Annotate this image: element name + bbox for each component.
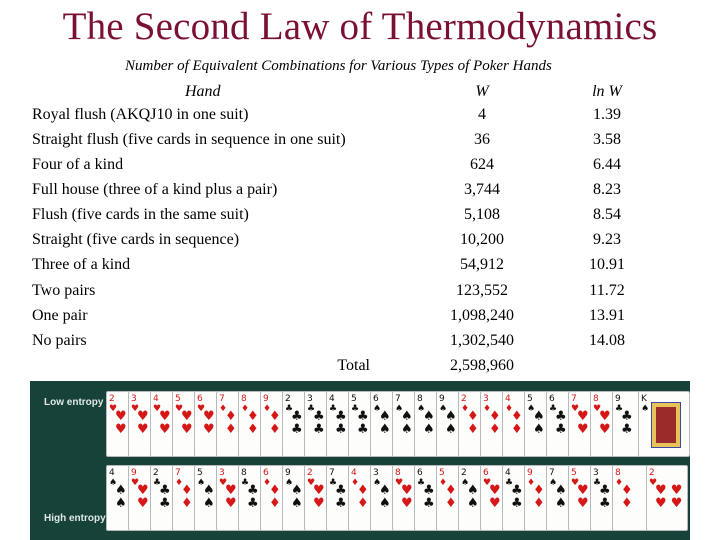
hand-w: 624 <box>470 156 494 173</box>
hand-name: Three of a kind <box>32 256 131 273</box>
playing-card: 8 ♠ ♠ ♠ <box>414 391 456 457</box>
playing-card: 9 ♥ ♥ ♥ <box>128 465 170 531</box>
table-row <box>32 231 692 256</box>
hand-name: One pair <box>32 307 88 324</box>
playing-card: 5 ♠ ♠ ♠ <box>194 465 236 531</box>
table-row <box>32 256 692 281</box>
table-caption: Number of Equivalent Combinations for Various Types of Poker Hands <box>125 58 552 74</box>
low-entropy-label: Low entropy <box>44 397 104 408</box>
header-hand: Hand <box>185 83 221 100</box>
table-row <box>32 307 692 332</box>
hand-w: 36 <box>474 131 490 148</box>
hand-w: 1,302,540 <box>450 332 514 349</box>
playing-card: 6 ♣ ♣ ♣ <box>414 465 456 531</box>
hand-lnw: 13.91 <box>589 307 625 324</box>
hand-name: Straight flush (five cards in sequence in one suit) <box>32 131 346 148</box>
playing-card: 4 ♦ ♦ ♦ <box>502 391 544 457</box>
playing-card: 4 ♣ ♣ ♣ <box>502 465 544 531</box>
playing-card: 3 ♣ ♣ ♣ <box>590 465 632 531</box>
playing-card: 2 ♥ ♥ ♥ ♥ ♥ <box>646 465 688 531</box>
playing-card: 7 ♣ ♣ ♣ <box>326 465 368 531</box>
hand-w: 5,108 <box>464 206 500 223</box>
playing-card: 2 ♦ ♦ ♦ <box>458 391 500 457</box>
total-w: 2,598,960 <box>450 357 514 374</box>
table-row <box>32 206 692 231</box>
hand-name: Four of a kind <box>32 156 124 173</box>
playing-card: 2 ♠ ♠ ♠ <box>458 465 500 531</box>
high-entropy-cards <box>106 465 690 529</box>
playing-card: 7 ♥ ♥ ♥ <box>568 391 610 457</box>
header-lnw: ln W <box>592 83 622 100</box>
hand-lnw: 9.23 <box>593 231 621 248</box>
playing-card: 2 ♥ ♥ ♥ <box>106 391 148 457</box>
total-label: Total <box>337 357 370 374</box>
playing-card: 3 ♥ ♥ ♥ <box>128 391 170 457</box>
playing-card: 6 ♣ ♣ ♣ <box>546 391 588 457</box>
playing-card: 5 ♣ ♣ ♣ <box>348 391 390 457</box>
playing-card: 8 ♥ ♥ ♥ <box>392 465 434 531</box>
playing-card: 8 ♥ ♥ ♥ <box>590 391 632 457</box>
hand-w: 3,744 <box>464 181 500 198</box>
hand-lnw: 11.72 <box>589 282 625 299</box>
hand-w: 54,912 <box>460 256 504 273</box>
playing-card: 3 ♣ ♣ ♣ <box>304 391 346 457</box>
total-row <box>32 357 692 382</box>
playing-card: 4 ♥ ♥ ♥ <box>150 391 192 457</box>
hand-lnw: 8.54 <box>593 206 621 223</box>
playing-card: 6 ♠ ♠ ♠ <box>370 391 412 457</box>
playing-card: 9 ♠ ♠ ♠ <box>436 391 478 457</box>
playing-card: 7 ♦ ♦ ♦ <box>172 465 214 531</box>
playing-card: 6 ♥ ♥ ♥ <box>480 465 522 531</box>
table-row <box>32 156 692 181</box>
playing-card: 5 ♥ ♥ ♥ <box>568 465 610 531</box>
playing-card: 4 ♠ ♠ ♠ <box>106 465 148 531</box>
playing-card: 5 ♦ ♦ ♦ <box>436 465 478 531</box>
low-entropy-cards <box>106 391 690 455</box>
playing-cards-photo <box>30 381 690 540</box>
hand-name: Straight (five cards in sequence) <box>32 231 240 248</box>
playing-card: 5 ♠ ♠ ♠ <box>524 391 566 457</box>
playing-card: 4 ♣ ♣ ♣ <box>326 391 368 457</box>
hand-w: 1,098,240 <box>450 307 514 324</box>
hand-lnw: 3.58 <box>593 131 621 148</box>
playing-card: 3 ♥ ♥ ♥ <box>216 465 258 531</box>
playing-card: 9 ♦ ♦ ♦ <box>524 465 566 531</box>
playing-card: 9 ♦ ♦ ♦ <box>260 391 302 457</box>
playing-card: 9 ♠ ♠ ♠ <box>282 465 324 531</box>
table-row <box>32 106 692 131</box>
playing-card: 2 ♣ ♣ ♣ <box>150 465 192 531</box>
hand-lnw: 10.91 <box>589 256 625 273</box>
playing-card: 6 ♦ ♦ ♦ <box>260 465 302 531</box>
hand-lnw: 1.39 <box>593 106 621 123</box>
table-row <box>32 332 692 357</box>
hand-name: Flush (five cards in the same suit) <box>32 206 249 223</box>
playing-card: 7 ♠ ♠ ♠ <box>546 465 588 531</box>
hand-w: 4 <box>478 106 486 123</box>
playing-card: 4 ♦ ♦ ♦ <box>348 465 390 531</box>
hand-lnw: 14.08 <box>589 332 625 349</box>
playing-card: 7 ♦ ♦ ♦ <box>216 391 258 457</box>
playing-card: 2 ♥ ♥ ♥ <box>304 465 346 531</box>
hand-w: 10,200 <box>460 231 504 248</box>
table-row <box>32 181 692 206</box>
playing-card: 3 ♠ ♠ ♠ <box>370 465 412 531</box>
hand-name: Two pairs <box>32 282 96 299</box>
playing-card: 2 ♣ ♣ ♣ <box>282 391 324 457</box>
slide-title: The Second Law of Thermodynamics <box>62 5 658 48</box>
king-face-card: K ♠ <box>638 391 690 457</box>
playing-card: 3 ♦ ♦ ♦ <box>480 391 522 457</box>
playing-card: 8 ♦ ♦ ♦ <box>238 391 280 457</box>
playing-card: 8 ♦ ♦ ♦ <box>612 465 654 531</box>
table-row <box>32 131 692 156</box>
playing-card: 9 ♣ ♣ ♣ <box>612 391 654 457</box>
hand-lnw: 6.44 <box>593 156 621 173</box>
playing-card: 6 ♥ ♥ ♥ <box>194 391 236 457</box>
playing-card: 7 ♠ ♠ ♠ <box>392 391 434 457</box>
hand-lnw: 8.23 <box>593 181 621 198</box>
hand-name: No pairs <box>32 332 87 349</box>
playing-card: 5 ♥ ♥ ♥ <box>172 391 214 457</box>
playing-card: 8 ♣ ♣ ♣ <box>238 465 280 531</box>
high-entropy-label: High entropy <box>44 513 106 524</box>
hand-name: Royal flush (AKQJ10 in one suit) <box>32 106 249 123</box>
hand-name: Full house (three of a kind plus a pair) <box>32 181 278 198</box>
hand-w: 123,552 <box>456 282 508 299</box>
table-row <box>32 282 692 307</box>
header-w: W <box>475 83 489 100</box>
